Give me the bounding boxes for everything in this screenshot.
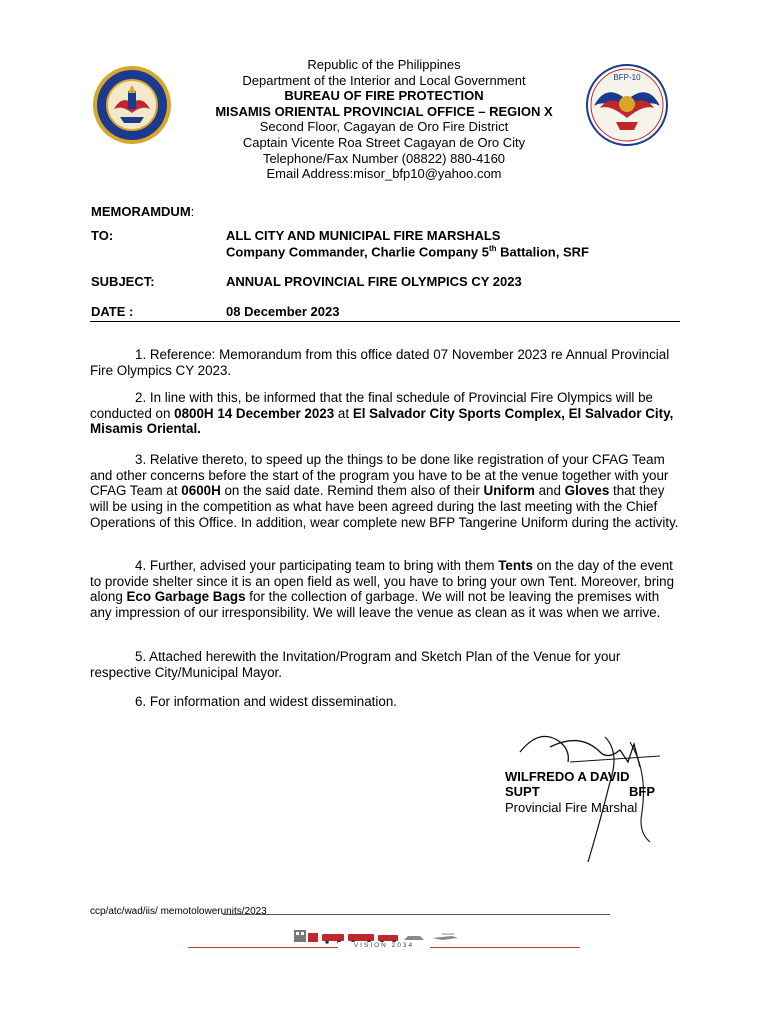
paragraph-2: 2. In line with this, be informed that the final schedule of Provincial Fire Olympics will be conducted on 0800H 14 December 2023 at El Salvador City Sports Complex, El Salvador City, Misamis Oriental.	[90, 390, 674, 437]
paragraph-4: 4. Further, advised your participating team to bring with them Tents on the day of the event to provide shelter since it is an open field as well, you have to bring your own Tent. Moreover, bring along Eco Garbage Bags for the collection of garbage. We will not be leaving the premises with any impression of our irresponsibility. We will leave the venue as clean as it was when we arrive.	[90, 558, 675, 621]
letterhead	[0, 57, 768, 182]
subject-label: SUBJECT:	[91, 274, 155, 289]
signatory-position: Provincial Fire Marshal	[505, 800, 638, 815]
to-label: TO:	[91, 228, 114, 243]
footer-underline	[223, 914, 610, 915]
header-email: Email Address:misor_bfp10@yahoo.com	[266, 166, 502, 182]
header-address1: Second Floor, Cagayan de Oro Fire District	[259, 119, 509, 135]
header-telephone: Telephone/Fax Number (08822) 880-4160	[262, 150, 506, 166]
header-department: Department of the Interior and Local Government	[242, 72, 526, 88]
date-value: 08 December 2023	[226, 304, 340, 319]
to-recipients-line1: ALL CITY AND MUNICIPAL FIRE MARSHALS	[226, 228, 501, 243]
header-republic: Republic of the Philippines	[307, 57, 461, 72]
footer-red-line-right	[430, 947, 580, 948]
header-office: MISAMIS ORIENTAL PROVINCIAL OFFICE – REGION X	[215, 103, 553, 119]
header-bureau: BUREAU OF FIRE PROTECTION	[284, 88, 484, 104]
memo-title: MEMORAMDUM:	[91, 204, 195, 219]
paragraph-3: 3. Relative thereto, to speed up the things to be done like registration of your CFAG Team and other concerns before the start of the program you have to be at the venue together with your CFAG Team at 0600H on the said date. Remind them also of their Uniform and Gloves that they will be using in the competition as what have been agreed during the last meeting with the Chief Operations of this Office. In addition, wear complete new BFP Tangerine Uniform during the activity.	[90, 452, 679, 530]
footer-red-line-left	[188, 947, 338, 948]
signatory-rank: SUPT BFP	[505, 784, 655, 799]
header-address2: Captain Vicente Roa Street Cagayan de Oro City	[242, 134, 526, 150]
date-label: DATE :	[91, 304, 134, 319]
paragraph-1: 1. Reference: Memorandum from this office dated 07 November 2023 re Annual Provincial Fire Olympics CY 2023.	[90, 347, 670, 378]
reference-code: ccp/atc/wad/iis/ memotolowerunits/2023	[90, 906, 267, 917]
subject-value: ANNUAL PROVINCIAL FIRE OLYMPICS CY 2023	[226, 274, 522, 289]
paragraph-5: 5. Attached herewith the Invitation/Program and Sketch Plan of the Venue for your respective City/Municipal Mayor.	[90, 649, 621, 680]
signatory-name: WILFREDO A DAVID	[505, 769, 630, 784]
seal-label: BFP-10	[613, 73, 641, 82]
paragraph-6: 6. For information and widest dissemination.	[135, 694, 397, 709]
to-recipients-line2: Company Commander, Charlie Company 5th Battalion, SRF	[226, 244, 589, 260]
header-divider	[90, 321, 680, 322]
vision-2034-label: VISION 2034	[338, 942, 430, 949]
